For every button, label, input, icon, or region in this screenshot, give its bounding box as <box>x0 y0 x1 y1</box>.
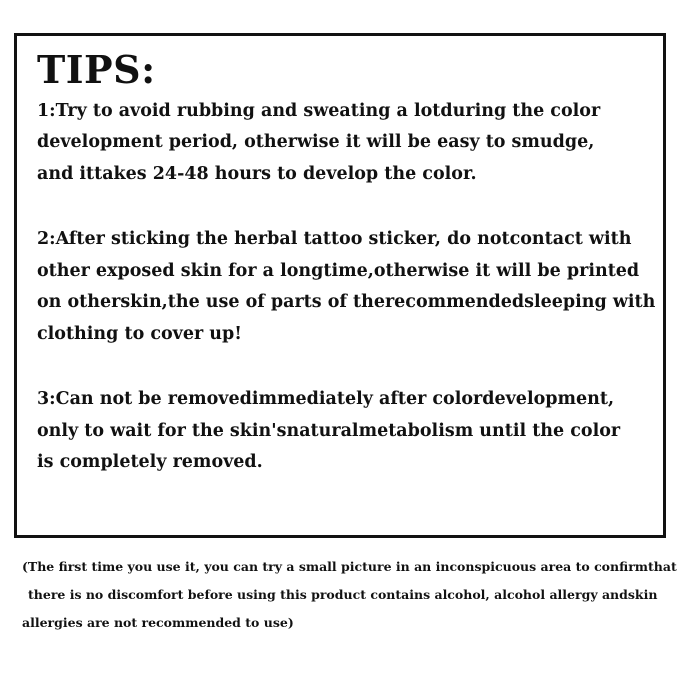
tip-2-line-3: on otherskin,the use of parts of therecommendedsleeping with <box>37 292 656 313</box>
tip-item-3 <box>33 384 647 479</box>
tip-2-line-1: 2:After sticking the herbal tattoo sticker, do notcontact with <box>37 229 632 250</box>
tip-3-line-2: only to wait for the skin'snaturalmetabolism until the color <box>37 420 621 441</box>
tip-item-2 <box>33 224 656 350</box>
footnote-line-1: (The first time you use it, you can try a small picture in an inconspicuous area to confirmthat <box>22 559 677 574</box>
tip-2-line-2: other exposed skin for a longtime,otherwise it will be printed <box>37 260 640 281</box>
tip-2-line-4: clothing to cover up! <box>37 323 242 344</box>
tip-1-line-1: 1:Try to avoid rubbing and sweating a lotduring the color <box>37 100 601 121</box>
footnote-line-3: allergies are not recommended to use) <box>22 615 294 631</box>
page-title: TIPS: <box>37 47 156 92</box>
tip-3-line-1: 3:Can not be removedimmediately after colordevelopment, <box>37 389 615 410</box>
tip-item-1 <box>33 96 647 191</box>
footnote-line-2: there is no discomfort before using this product contains alcohol, alcohol allergy andskin <box>28 587 658 603</box>
footnote <box>22 553 677 637</box>
tip-3-line-3: is completely removed. <box>37 452 263 473</box>
tip-1-line-2: development period, otherwise it will be easy to smudge, <box>37 132 595 153</box>
tip-1-line-3: and ittakes 24-48 hours to develop the color. <box>37 163 477 184</box>
tips-box <box>14 33 666 538</box>
